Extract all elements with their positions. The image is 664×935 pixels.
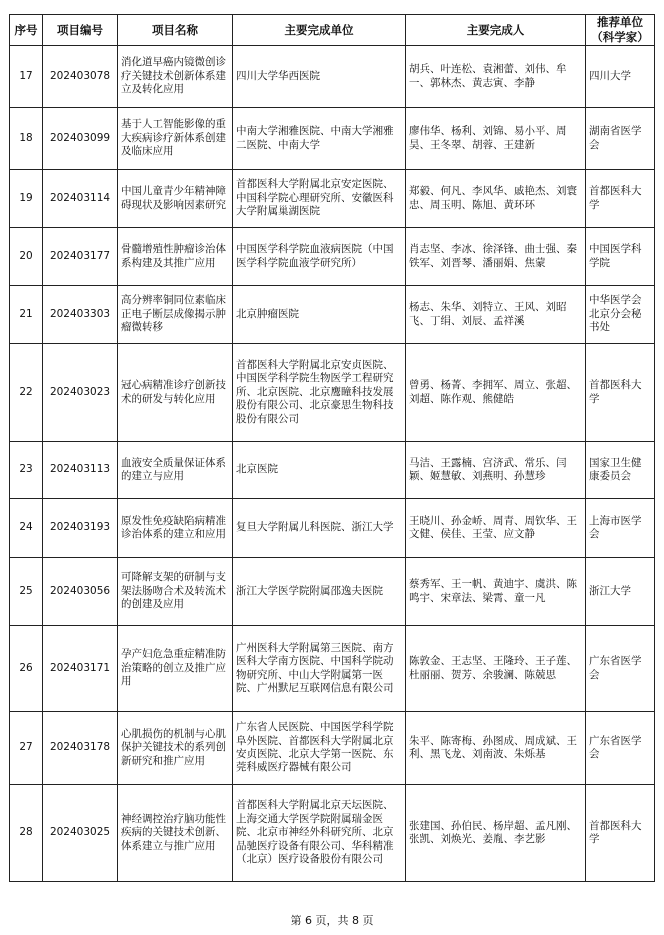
table-row xyxy=(10,108,655,170)
cell-name: 消化道早癌内镜微创诊疗关键技术创新体系建立及转化应用 xyxy=(118,46,233,108)
table-row xyxy=(10,712,655,785)
cell-seq: 19 xyxy=(10,170,43,228)
cell-recommender: 首都医科大学 xyxy=(586,785,655,882)
cell-code: 202403171 xyxy=(43,626,118,712)
cell-people: 马洁、王露楠、宫济武、常乐、闫颖、姬慧敏、刘燕明、孙慧珍 xyxy=(406,442,586,499)
cell-people: 蔡秀军、王一帆、黄迪宇、虞洪、陈鸣宇、宋章法、梁霄、童一凡 xyxy=(406,558,586,626)
cell-recommender: 浙江大学 xyxy=(586,558,655,626)
cell-name: 冠心病精准诊疗创新技术的研发与转化应用 xyxy=(118,344,233,442)
table-row xyxy=(10,344,655,442)
cell-people: 肖志坚、李冰、徐泽锋、曲士强、秦铁军、刘晋琴、潘丽娟、焦蒙 xyxy=(406,228,586,286)
cell-units: 浙江大学医学院附属邵逸夫医院 xyxy=(233,558,406,626)
cell-units: 首都医科大学附属北京安定医院、中国科学院心理研究所、安徽医科大学附属巢湖医院 xyxy=(233,170,406,228)
cell-recommender: 广东省医学会 xyxy=(586,712,655,785)
cell-people: 胡兵、叶连松、袁湘蕾、刘伟、牟一、郭林杰、黄志寅、李静 xyxy=(406,46,586,108)
cell-name: 心肌损伤的机制与心肌保护关键技术的系列创新研究和推广应用 xyxy=(118,712,233,785)
table-row xyxy=(10,170,655,228)
table-row xyxy=(10,46,655,108)
cell-units: 四川大学华西医院 xyxy=(233,46,406,108)
cell-name: 血液安全质量保证体系的建立与应用 xyxy=(118,442,233,499)
header-recommender: 推荐单位（科学家） xyxy=(586,15,655,46)
cell-units: 北京医院 xyxy=(233,442,406,499)
table-row xyxy=(10,785,655,882)
cell-seq: 24 xyxy=(10,499,43,558)
cell-recommender: 首都医科大学 xyxy=(586,170,655,228)
cell-people: 朱平、陈寄梅、孙图成、周成斌、王利、黑飞龙、刘南波、朱烁基 xyxy=(406,712,586,785)
cell-units: 中国医学科学院血液病医院（中国医学科学院血液学研究所） xyxy=(233,228,406,286)
cell-people: 曾勇、杨菁、李拥军、周立、张超、刘超、陈作观、熊健皓 xyxy=(406,344,586,442)
cell-code: 202403303 xyxy=(43,286,118,344)
cell-recommender: 广东省医学会 xyxy=(586,626,655,712)
cell-name: 可降解支架的研制与支架法肠吻合术及转流术的创建及应用 xyxy=(118,558,233,626)
cell-code: 202403113 xyxy=(43,442,118,499)
cell-units: 广州医科大学附属第三医院、南方医科大学南方医院、中国科学院动物研究所、中山大学附属第一医院、广州默尼互联网信息有限公司 xyxy=(233,626,406,712)
cell-people: 张建国、孙伯民、杨岸超、孟凡刚、张凯、刘焕光、姜胤、李艺影 xyxy=(406,785,586,882)
cell-people: 陈敦金、王志坚、王隆玲、王子莲、杜丽丽、贺芳、余骏澜、陈兢思 xyxy=(406,626,586,712)
cell-people: 廖伟华、杨利、刘锦、易小平、周昊、王冬翠、胡蓉、王建新 xyxy=(406,108,586,170)
table-row xyxy=(10,228,655,286)
cell-recommender: 湖南省医学会 xyxy=(586,108,655,170)
cell-recommender: 中国医学科学院 xyxy=(586,228,655,286)
cell-name: 基于人工智能影像的重大疾病诊疗新体系创建及临床应用 xyxy=(118,108,233,170)
cell-people: 杨志、朱华、刘特立、王风、刘昭飞、丁绢、刘辰、孟祥溪 xyxy=(406,286,586,344)
cell-code: 202403078 xyxy=(43,46,118,108)
header-code: 项目编号 xyxy=(43,15,118,46)
cell-code: 202403023 xyxy=(43,344,118,442)
table-row xyxy=(10,626,655,712)
cell-seq: 21 xyxy=(10,286,43,344)
cell-code: 202403025 xyxy=(43,785,118,882)
cell-code: 202403099 xyxy=(43,108,118,170)
cell-units: 北京肿瘤医院 xyxy=(233,286,406,344)
cell-seq: 20 xyxy=(10,228,43,286)
header-people: 主要完成人 xyxy=(406,15,586,46)
cell-recommender: 上海市医学会 xyxy=(586,499,655,558)
cell-seq: 22 xyxy=(10,344,43,442)
cell-code: 202403177 xyxy=(43,228,118,286)
cell-seq: 27 xyxy=(10,712,43,785)
cell-units: 复旦大学附属儿科医院、浙江大学 xyxy=(233,499,406,558)
page-number-footer: 第 6 页，共 8 页 xyxy=(290,914,374,927)
cell-recommender: 国家卫生健康委员会 xyxy=(586,442,655,499)
cell-name: 中国儿童青少年精神障碍现状及影响因素研究 xyxy=(118,170,233,228)
cell-recommender: 首都医科大学 xyxy=(586,344,655,442)
cell-code: 202403178 xyxy=(43,712,118,785)
cell-code: 202403056 xyxy=(43,558,118,626)
header-row xyxy=(10,15,655,46)
table-row xyxy=(10,442,655,499)
cell-seq: 25 xyxy=(10,558,43,626)
cell-units: 广东省人民医院、中国医学科学院阜外医院、首都医科大学附属北京安贞医院、北京大学第一医院、东莞科威医疗器械有限公司 xyxy=(233,712,406,785)
cell-name: 神经调控治疗脑功能性疾病的关键技术创新、体系建立与推广应用 xyxy=(118,785,233,882)
table-row xyxy=(10,286,655,344)
cell-seq: 26 xyxy=(10,626,43,712)
cell-code: 202403193 xyxy=(43,499,118,558)
cell-units: 中南大学湘雅医院、中南大学湘雅二医院、中南大学 xyxy=(233,108,406,170)
table-row xyxy=(10,499,655,558)
cell-recommender: 中华医学会北京分会秘书处 xyxy=(586,286,655,344)
cell-name: 原发性免疫缺陷病精准诊治体系的建立和应用 xyxy=(118,499,233,558)
projects-table xyxy=(9,14,655,882)
header-name: 项目名称 xyxy=(118,15,233,46)
cell-name: 骨髓增殖性肿瘤诊治体系构建及其推广应用 xyxy=(118,228,233,286)
cell-seq: 23 xyxy=(10,442,43,499)
header-units: 主要完成单位 xyxy=(233,15,406,46)
cell-people: 王晓川、孙金峤、周青、周钦华、王文健、侯佳、王莹、应文静 xyxy=(406,499,586,558)
cell-code: 202403114 xyxy=(43,170,118,228)
cell-name: 高分辨率铜同位素临床正电子断层成像揭示肿瘤微转移 xyxy=(118,286,233,344)
cell-people: 郑毅、何凡、李风华、戚艳杰、刘寰忠、周玉明、陈旭、黄环环 xyxy=(406,170,586,228)
cell-recommender: 四川大学 xyxy=(586,46,655,108)
cell-name: 孕产妇危急重症精准防治策略的创立及推广应用 xyxy=(118,626,233,712)
cell-seq: 18 xyxy=(10,108,43,170)
table-row xyxy=(10,558,655,626)
cell-seq: 28 xyxy=(10,785,43,882)
cell-units: 首都医科大学附属北京天坛医院、上海交通大学医学院附属瑞金医院、北京市神经外科研究所、北京品驰医疗设备有限公司、华科精准（北京）医疗设备股份有限公司 xyxy=(233,785,406,882)
cell-seq: 17 xyxy=(10,46,43,108)
cell-units: 首都医科大学附属北京安贞医院、中国医学科学院生物医学工程研究所、北京医院、北京鹰瞳科技发展股份有限公司、北京豪思生物科技股份有限公司 xyxy=(233,344,406,442)
header-seq: 序号 xyxy=(10,15,43,46)
